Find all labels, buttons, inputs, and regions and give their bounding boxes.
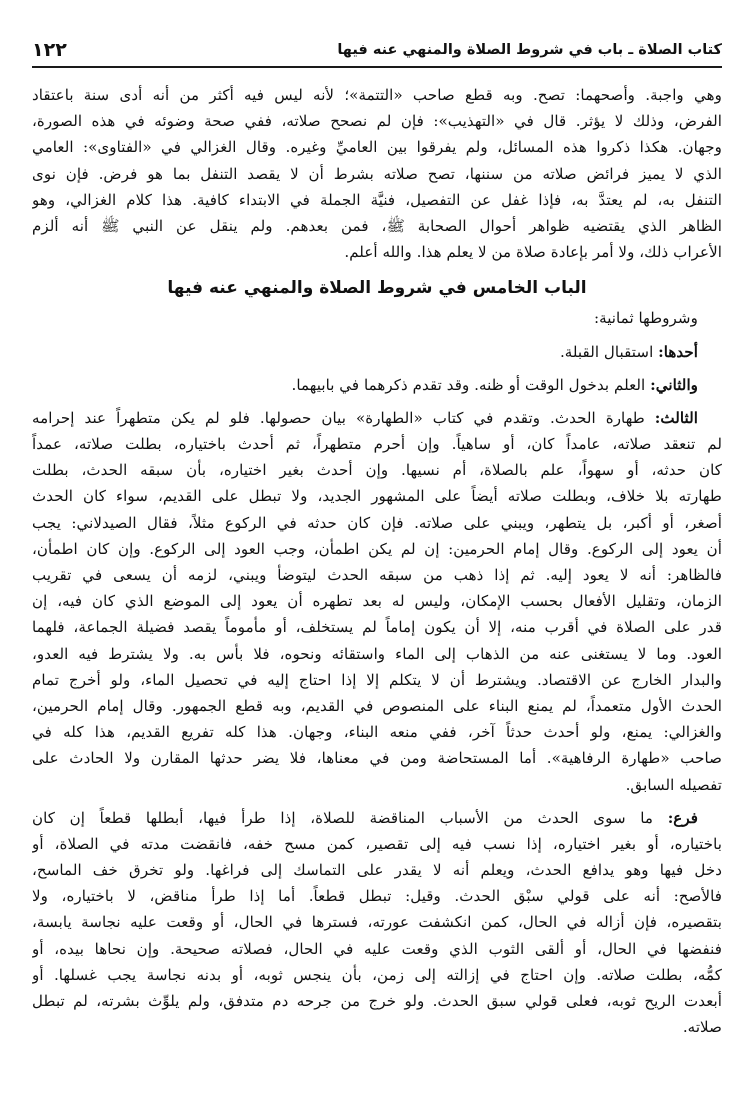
text-line: الحدث الأول متعمداً، لم يمنع البناء على المنصوص في القديم، وبه قطع الجمهور. وقال إمام الحرمين، bbox=[32, 696, 722, 715]
text-line: كمُّه، بطلت صلاته. وإن احتاج في إزالته إلى زمن، بأن ينجس ثوبه، أو بدنه نجاسة يجب غسلها. أو bbox=[32, 965, 722, 984]
text-line: العود. وما لا يستغنى عنه من الذهاب إلى الماء واستقائه ونحوه، فلا بأس به. ولا يشترط فيه العدو، bbox=[32, 644, 722, 663]
text-line: وجهان. هكذا ذكروا هذه المسائل، ولم يفرقوا بين العاميِّ وغيره. وقال الغزالي في «الفتاوى»: العامي bbox=[32, 138, 722, 157]
condition-text: العلم بدخول الوقت أو ظنه. وقد تقدم ذكرهما في بابيهما. bbox=[291, 375, 651, 394]
text-line: طهارته بلا خلاف، وبطلت صلاته أيضاً على المشهور الجديد، ولا تبطل على القديم، سواء كان الحدث bbox=[32, 487, 722, 506]
text-line: الأعراب ذلك، ولا أمر بإعادة صلاة من لا يعلم هذا. والله أعلم. bbox=[344, 243, 722, 262]
text-line: فالأصح: أنه على قولي سبْق الحدث. وقيل: تبطل قطعاً. أما إذا طرأ مناقض، لا باختياره، ولا bbox=[32, 887, 722, 906]
text-line: قدر على الصلاة في أقرب منه، إلا أن يكون إماماً لم يستخلف، أو مأموماً يقصد فضيلة الجماعة، فلهما bbox=[32, 618, 722, 637]
text-line: فالظاهر: أنه لا يعود إليه. ثم إذا ذهب من سبقه الحدث ليتوضأ ويبني، لزمه أن يسعى في تقريب bbox=[32, 566, 722, 584]
text-line: باختياره، أو بغير اختياره، إذا نسب فيه إلى تقصير، كمن مسح خفه، فانقضت مدته في الصلاة، أو bbox=[32, 834, 722, 853]
text-line: لم تنعقد صلاته، عامداً كان، أو ساهياً. وإن أحرم متطهراً، ثم أحدث باختياره، بطلت صلاته، عمداً bbox=[32, 435, 722, 454]
text-line: الفرض، وذلك لا يؤثر. قال في «التهذيب»: فإن لم نصحح صلاته، ففي صحة وضوئه في هذه الصورة، bbox=[32, 112, 722, 131]
text-line: الظاهر الذي يقتضيه ظواهر أحوال الصحابة ﷺ، فمن بعدهم. ولم ينقل عن النبي ﷺ أنه ألزم bbox=[32, 216, 722, 235]
text-line: الزمان، وتقليل الأفعال بحسب الإمكان، وليس له بعد تطهره أن يعود إلى الموضع الذي كان فيه، إن bbox=[32, 592, 722, 611]
condition-label: الثالث: bbox=[654, 408, 698, 427]
text-line: صلاته. bbox=[682, 1018, 722, 1037]
running-title: كتاب الصلاة ـ باب في شروط الصلاة والمنهي عنه فيها bbox=[337, 42, 722, 58]
condition-text: استقبال القبلة. bbox=[559, 342, 659, 361]
page-header bbox=[32, 38, 722, 62]
text-line: بتقصيره، فإن أزاله في الحال، كمن انكشفت عورته، فسترها في الحال، أو وقعت عليه نجاسة يابسة، bbox=[32, 913, 722, 932]
conditions-intro: وشروطها ثمانية: bbox=[593, 309, 698, 328]
text-line: دخل فيها وهو يدافع الحدث، ويعلم أنه لا يقدر على التماسك إلى فراغها. ولو تخرق خف الماسح، bbox=[32, 861, 722, 880]
condition-second bbox=[32, 372, 722, 398]
condition-label: والثاني: bbox=[650, 375, 698, 394]
text-line: وهي واجبة. وأصحهما: تصح. وبه قطع صاحب «التتمة»؛ لأنه ليس فيه أكثر من أنه أدى سنة باعتقاد bbox=[32, 86, 722, 104]
text-line: والغزالي: يمنع، ولو أحدث حدثاً آخر، ففي منعه البناء، وجهان. هذا كله تفريع القديم، هذا كله في bbox=[32, 723, 722, 742]
text-line: فرع: ما سوى الحدث من الأسباب المناقضة للصلاة، إذا طرأ فيها، أبطلها قطعاً إن كان bbox=[32, 808, 698, 827]
text-line: أبعدت الريح ثوبه، فعلى قولي سبق الحدث. ولو خرج من جرحه دم متدفق، ولم يلوِّث بشرته، لم تبطل bbox=[32, 992, 722, 1010]
branch-paragraph bbox=[32, 805, 722, 1041]
page-number: ١٢٢ bbox=[32, 39, 67, 61]
condition-third-paragraph bbox=[32, 405, 722, 798]
text-line: التنفل به، لم يعتدَّ به، فإذا غفل عن التفصيل، فنيَّة الجملة في الابتداء كافية. هذا كلام الغزالي، وهو bbox=[32, 190, 722, 209]
branch-label: فرع: bbox=[667, 808, 698, 827]
text-line: كان حدثه، أو سهواً، علم بالصلاة، أم نسيها. وإن أحدث بغير اختياره، بأن سبقه الحدث، بطلت bbox=[32, 461, 722, 480]
text-line: فنفضها في الحال، أو ألقى الثوب الذي وقعت عليه في الحال، فصلاته صحيحة. وإن نحاها بيده، أو bbox=[32, 939, 722, 958]
page-body bbox=[32, 82, 722, 1040]
text-line: تفصيله السابق. bbox=[625, 775, 722, 794]
condition-label: أحدها: bbox=[658, 342, 698, 361]
text-line: الذي لا يميز فرائض صلاته من سننها، تصح صلاته بشرط أن لا يقصد التنفل بما هو فرض. فإن نوى bbox=[32, 164, 722, 183]
text-line: أصغر، أو أكبر، بل يتطهر، ويبني على صلاته. فإن كان حدثه في الركوع مثلاً، فقال الصيدلاني: يجب bbox=[32, 513, 722, 532]
chapter-title: الباب الخامس في شروط الصلاة والمنهي عنه فيها bbox=[167, 278, 587, 299]
text-line: صاحب «طهارة الرفاهية». أما المستحاضة ومن في معناها، فلا يضر حدثها المقارن ولا الحادث على bbox=[32, 749, 722, 768]
header-rule bbox=[32, 66, 722, 68]
continuation-paragraph bbox=[32, 82, 722, 265]
condition-first bbox=[32, 339, 722, 365]
text-line: أن يعود إلى الركوع. وقال إمام الحرمين: إن لم يكن اطمأن، وجب العود إلى الركوع. وإن كان اطمأن، bbox=[32, 539, 722, 558]
text-line: والبدار الخارج عن الاقتصاد. ويشترط أن لا يتكلم إلا إذا احتاج إليه في تحصيل الماء، ولو أخرج تمام bbox=[32, 670, 722, 689]
text-line: الثالث: طهارة الحدث. وتقدم في كتاب «الطهارة» بيان حصولها. فلو لم يكن متطهراً عند إحرامه bbox=[32, 408, 698, 427]
